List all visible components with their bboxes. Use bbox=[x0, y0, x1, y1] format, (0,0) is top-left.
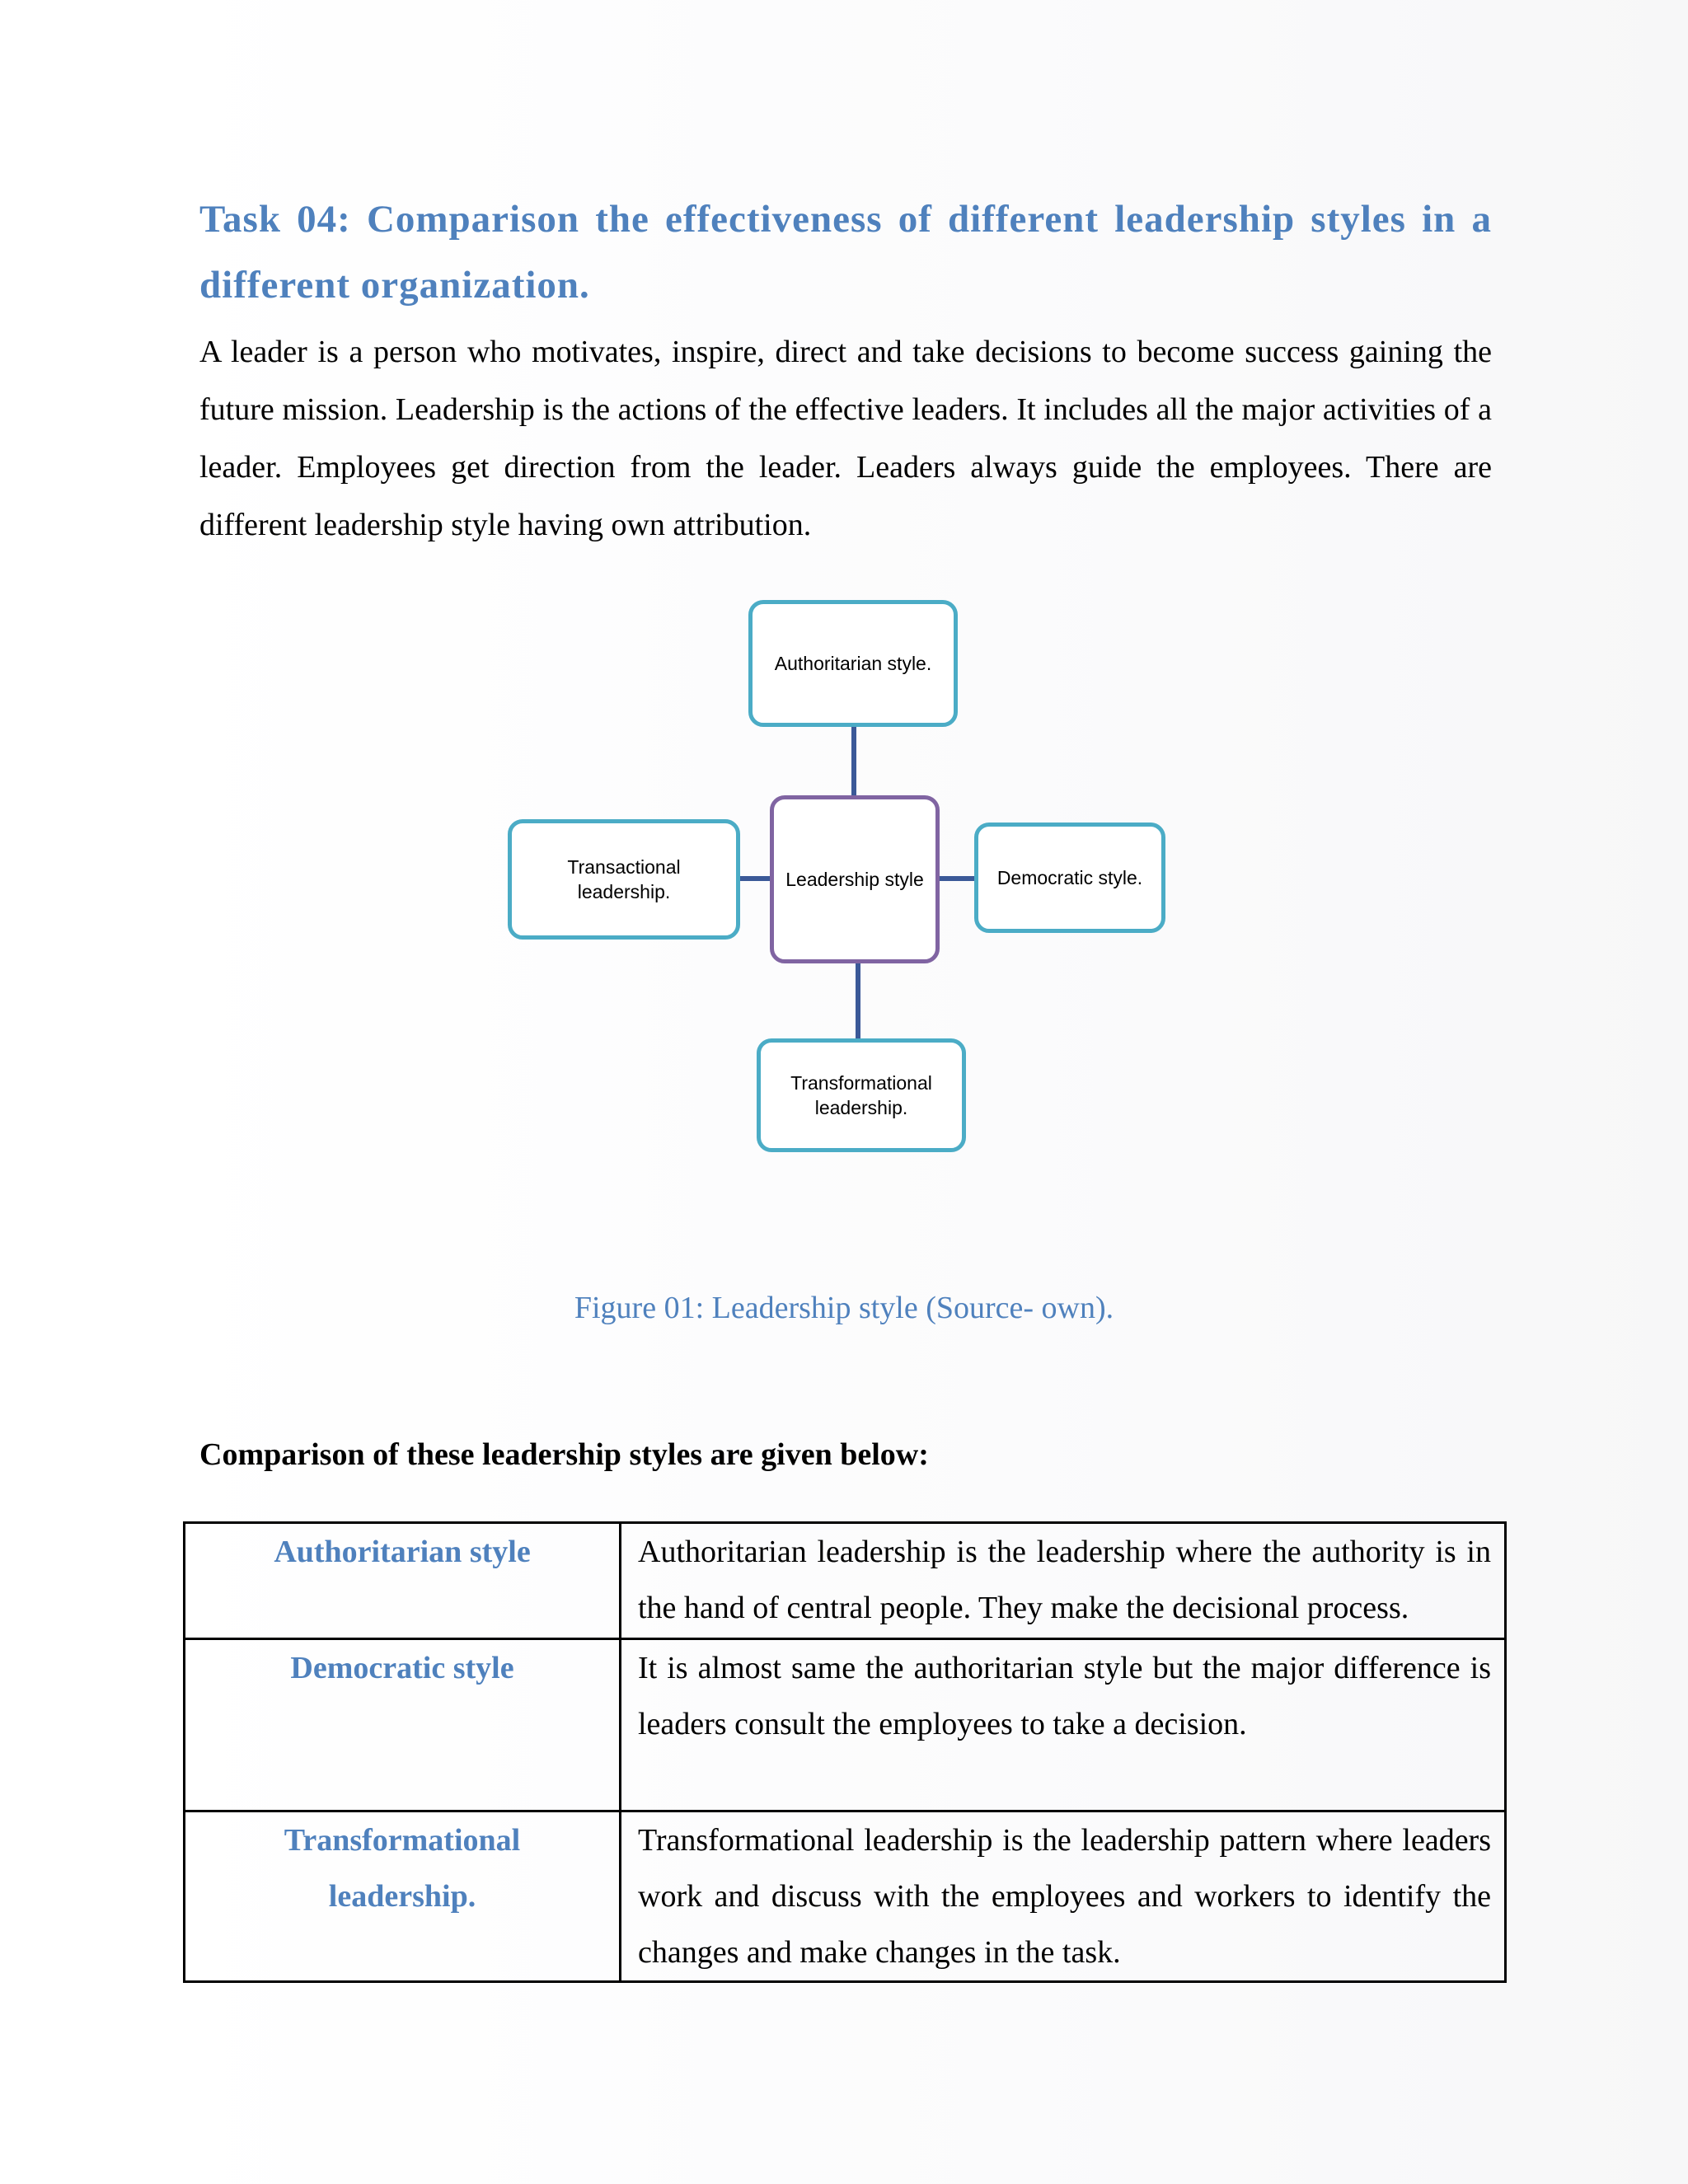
diagram-box-bottom bbox=[757, 1038, 966, 1152]
diagram-label-right: Democratic style. bbox=[996, 867, 1143, 888]
style-name-cell: Democratic style bbox=[185, 1639, 621, 1811]
style-name-cell: Transformational leadership. bbox=[185, 1811, 621, 1982]
diagram-label-top: Authoritarian style. bbox=[774, 653, 932, 674]
comparison-subheading: Comparison of these leadership styles are given below: bbox=[199, 1437, 929, 1472]
style-description-cell: Authoritarian leadership is the leadership where the authority is in the hand of central people. They make the decisional process. bbox=[621, 1523, 1506, 1639]
style-description-cell: Transformational leadership is the leadership pattern where leaders work and discuss with the employees and workers to identify the changes and make changes in the task. bbox=[621, 1811, 1506, 1982]
style-description-cell: It is almost same the authoritarian style but the major difference is leaders consult the employees to take a decision. bbox=[621, 1639, 1506, 1811]
leadership-style-diagram bbox=[478, 585, 1187, 1179]
table-row bbox=[185, 1811, 1506, 1982]
diagram-box-left bbox=[508, 819, 740, 940]
diagram-label-left: Transactional leadership. bbox=[567, 856, 681, 902]
diagram-label-bottom: Transformational leadership. bbox=[790, 1072, 932, 1118]
task-heading: Task 04: Comparison the effectiveness of different leadership styles in a different organization. bbox=[199, 198, 1492, 307]
style-name-cell: Authoritarian style bbox=[185, 1523, 621, 1639]
diagram-box-center bbox=[770, 795, 940, 963]
connector-bottom bbox=[856, 962, 860, 1044]
table-row bbox=[185, 1523, 1506, 1639]
diagram-label-center: Leadership style bbox=[785, 869, 924, 890]
table-row bbox=[185, 1639, 1506, 1811]
comparison-table bbox=[183, 1521, 1507, 1983]
intro-paragraph: A leader is a person who motivates, inspire, direct and take decisions to become success gaining the future mission. Leadership is the actions of the effective leaders. It includes all the major activities of a leader. Employees get direction from the leader. Leaders always guide the employees. There are different leadership style having own attribution. bbox=[199, 335, 1492, 542]
diagram-box-top bbox=[748, 600, 958, 727]
connector-top bbox=[851, 724, 856, 806]
diagram-box-right bbox=[974, 823, 1165, 933]
figure-caption: Figure 01: Leadership style (Source- own). bbox=[574, 1291, 1114, 1325]
